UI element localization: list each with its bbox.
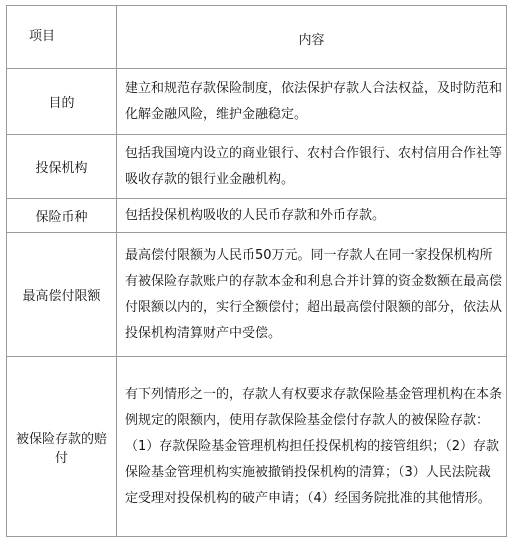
table-row-max-payout	[7, 233, 507, 357]
row-content: 有下列情形之一的，存款人有权要求存款保险基金管理机构在本条例规定的限额内，使用存款保险基金偿付存款人的被保险存款：（1）存款保险基金管理机构担任投保机构的接管组织；（2）存款保险基金管理机构实施被撤销投保机构的清算；（3）人民法院裁定受理对投保机构的破产申请；（4）经国务院批准的其他情形。	[117, 357, 507, 537]
row-content: 建立和规范存款保险制度，依法保护存款人合法权益，及时防范和化解金融风险，维护金融稳定。	[117, 69, 507, 135]
table-row-currency	[7, 199, 507, 233]
header-item: 项目	[7, 6, 117, 69]
table-row-compensation	[7, 357, 507, 537]
table-row-purpose	[7, 69, 507, 135]
table-header-row	[7, 6, 507, 69]
row-content: 包括投保机构吸收的人民币存款和外币存款。	[117, 199, 507, 233]
deposit-insurance-table	[6, 5, 507, 537]
header-content: 内容	[117, 6, 507, 69]
row-label: 投保机构	[7, 135, 117, 199]
row-label: 保险币种	[7, 199, 117, 233]
row-label: 目的	[7, 69, 117, 135]
row-content: 包括我国境内设立的商业银行、农村合作银行、农村信用合作社等吸收存款的银行业金融机构。	[117, 135, 507, 199]
table-row-insured-institutions	[7, 135, 507, 199]
row-label: 最高偿付限额	[7, 233, 117, 357]
row-content: 最高偿付限额为人民币50万元。同一存款人在同一家投保机构所有被保险存款账户的存款本金和利息合并计算的资金数额在最高偿付限额以内的，实行全额偿付；超出最高偿付限额的部分，依法从投保机构清算财产中受偿。	[117, 233, 507, 357]
row-label: 被保险存款的赔付	[7, 357, 117, 537]
